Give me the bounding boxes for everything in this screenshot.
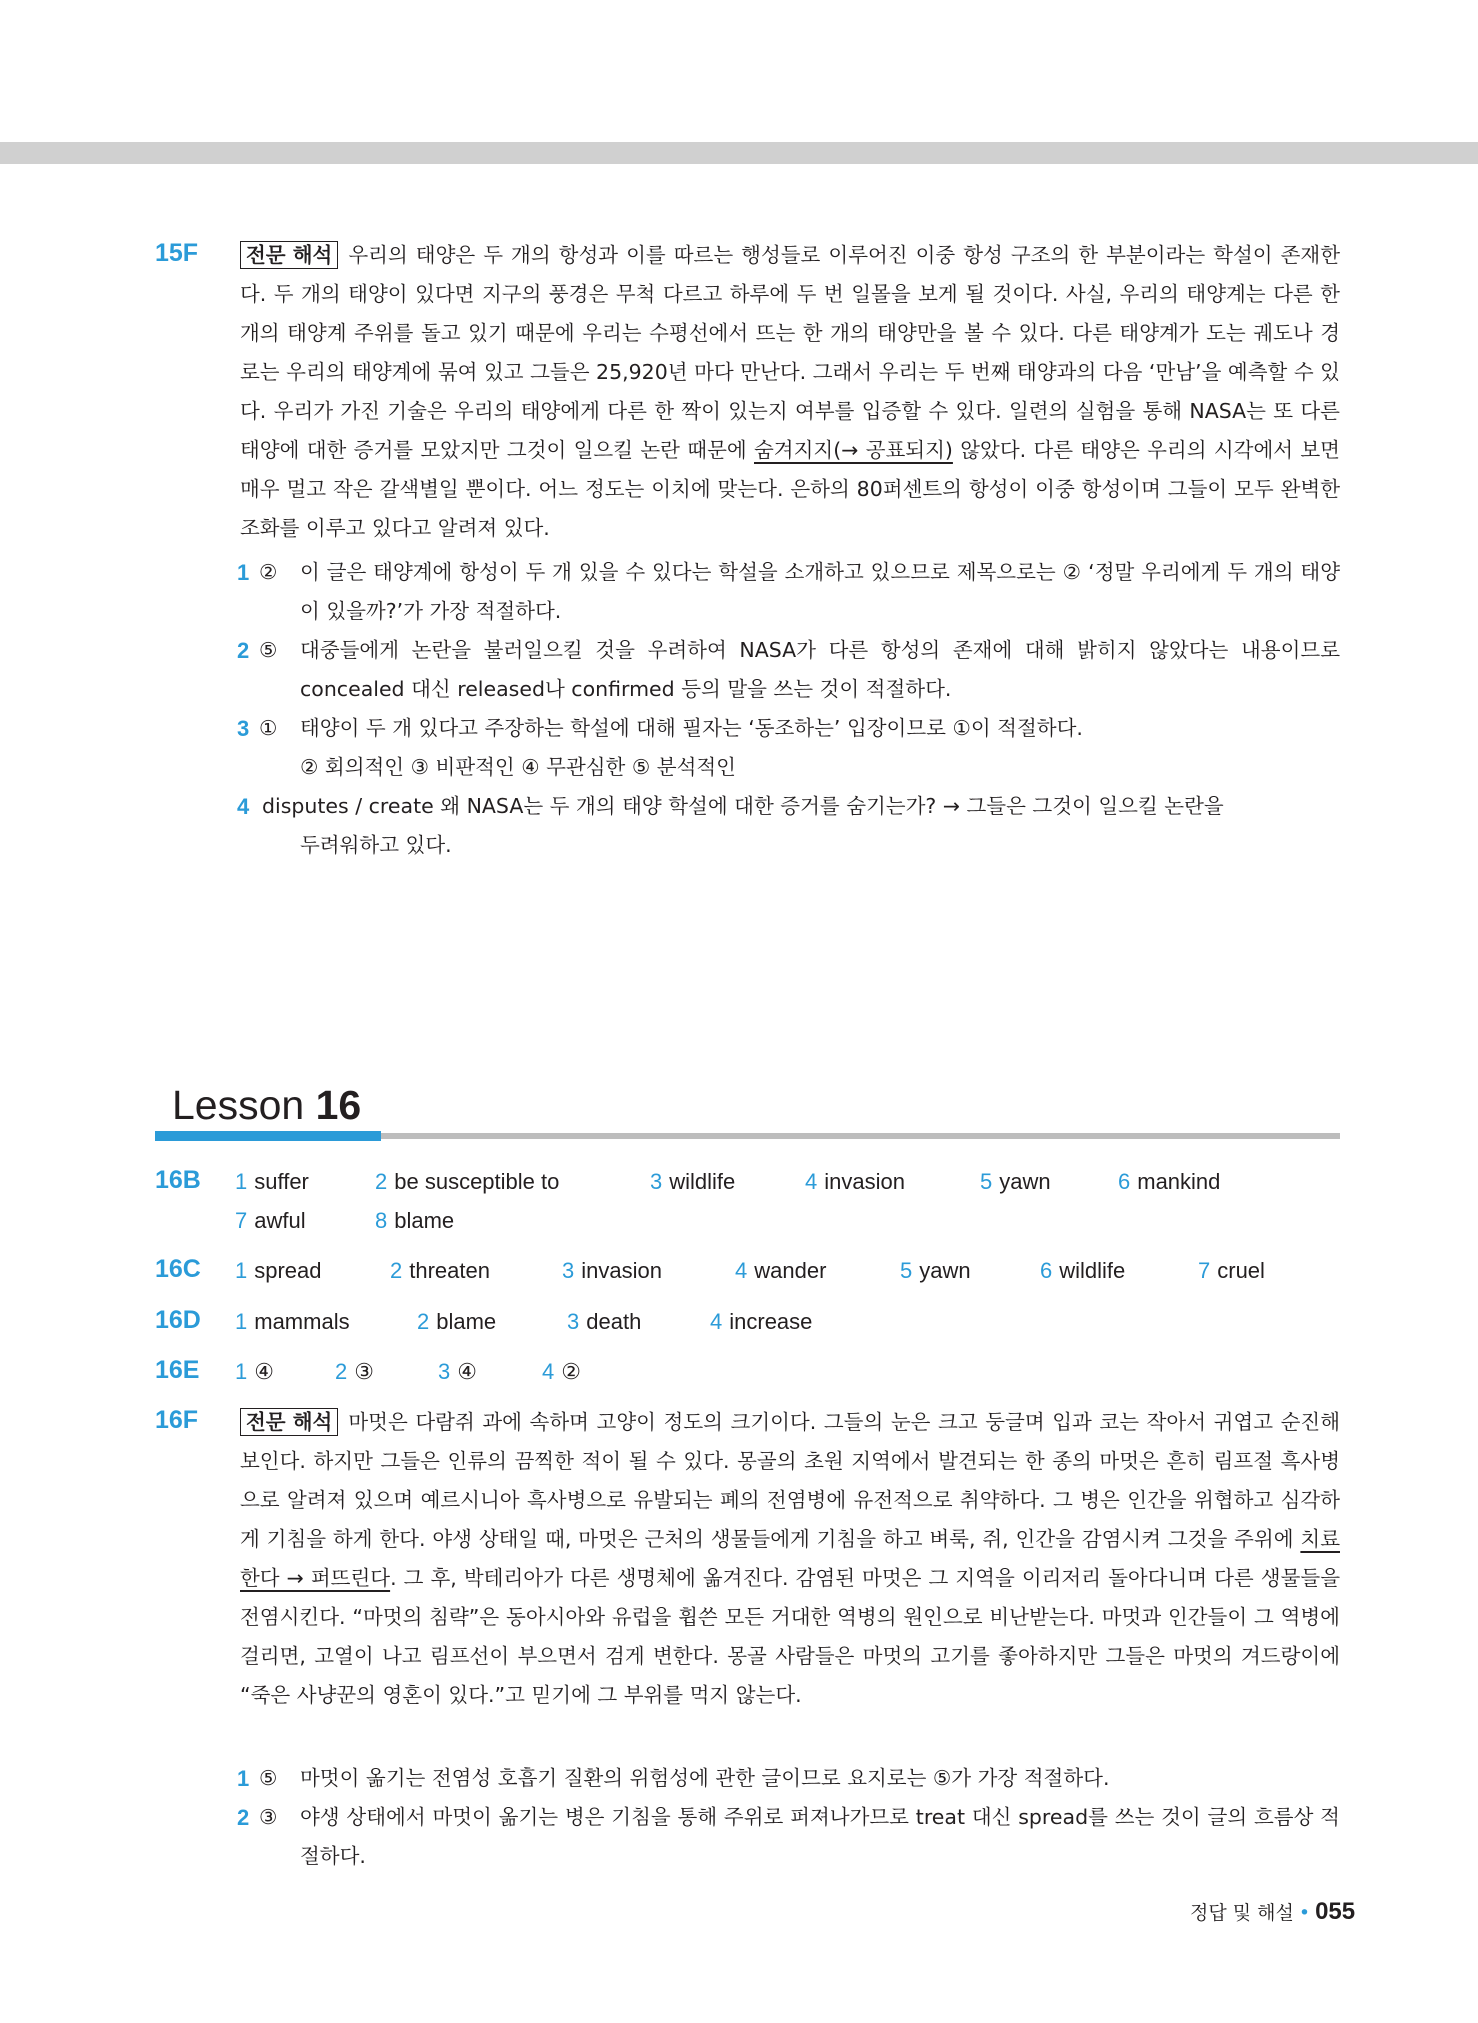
- translation-text-1: 우리의 태양은 두 개의 항성과 이를 따르는 행성들로 이루어진 이중 항성 구조의 한 부분이라는 학설이 존재한다. 두 개의 태양이 있다면 지구의 풍경은 무척 다르고 하루에 두 번 일몰을 보게 될 것이다. 사실, 우리의 태양계는 다른 한 개의 태양계 주위를 돌고 있기 때문에 우리는 수평선에서 뜨는 한 개의 태양만을 볼 수 있다. 다른 태양계가 도는 궤도나 경로는 우리의 태양계에 묶여 있고 그들은 25,920년 마다 만난다. 그래서 우리는 두 번째 태양과의 다음 ‘만남’을 예측할 수 있다. 우리가 가진 기술은 우리의 태양에게 다른 한 짝이 있는지 여부를 입증할 수 있다. 일련의 실험을 통해 NASA는 또 다른 태양에 대한 증거를 모았지만 그것이 일으킬 논란 때문에: [240, 243, 1340, 462]
- answer-explanation: 이 글은 태양계에 항성이 두 개 있을 수 있다는 학설을 소개하고 있으므로 제목으로는 ② ‘정말 우리에게 두 개의 태양이 있을까?’가 가장 적절하다.: [300, 560, 1340, 623]
- translation-label: 전문 해석: [240, 1408, 338, 1436]
- answer-item-3: [237, 709, 1340, 787]
- vocab-item: 1 suffer: [235, 1169, 309, 1194]
- answer-explanation: 마멋이 옮기는 전염성 호흡기 질환의 위험성에 관한 글이므로 요지로는 ⑤가 가장 적절하다.: [300, 1766, 1110, 1790]
- section-tag: 15F: [155, 239, 199, 267]
- translation-underlined: 숨겨지지(→ 공표되지): [754, 438, 953, 462]
- translation-text-1: 마멋은 다람쥐 과에 속하며 고양이 정도의 크기이다. 그들의 눈은 크고 둥글며 입과 코는 작아서 귀엽고 순진해 보인다. 하지만 그들은 인류의 끔찍한 적이 될 수 있다. 몽골의 초원 지역에서 발견되는 한 종의 마멋은 흔히 림프절 흑사병으로 알려져 있으며 예르시니아 흑사병으로 유발되는 폐의 전염병에 유전적으로 취약하다. 그 병은 인간을 위협하고 심각하게 기침을 하게 한다. 야생 상태일 때, 마멋은 근처의 생물들에게 기침을 하고 벼룩, 쥐, 인간을 감염시켜 그것을 주위에: [240, 1410, 1340, 1551]
- vocab-item: 3 ④: [438, 1359, 477, 1384]
- section-16c: [155, 1251, 1340, 1290]
- lesson-word: Lesson: [172, 1082, 305, 1128]
- answer-choice: ②: [259, 560, 278, 584]
- answer-item-1: [237, 1759, 1340, 1798]
- answer-item-2: [237, 1798, 1340, 1876]
- section-tag: 16B: [155, 1166, 201, 1194]
- vocab-item: 6 mankind: [1118, 1169, 1221, 1194]
- vocab-item: 3 invasion: [562, 1258, 662, 1283]
- answer-explanation-cont: 두려워하고 있다.: [300, 833, 452, 857]
- section-tag: 16E: [155, 1356, 200, 1384]
- answer-choice-translations: ② 회의적인 ③ 비판적인 ④ 무관심한 ⑤ 분석적인: [300, 755, 736, 779]
- vocab-item: 8 blame: [375, 1208, 455, 1233]
- section-16d: [155, 1302, 1340, 1341]
- translation-label: 전문 해석: [240, 241, 338, 269]
- answer-item-4: [237, 787, 1340, 865]
- vocab-item: 2 blame: [417, 1309, 497, 1334]
- answer-number: 1: [237, 560, 250, 585]
- vocab-item: 3 death: [567, 1309, 642, 1334]
- vocab-item: 6 wildlife: [1040, 1258, 1126, 1283]
- answer-number: 2: [237, 1805, 250, 1830]
- vocab-item: 4 ②: [542, 1359, 581, 1384]
- answer-number: 4: [237, 794, 250, 819]
- footer-label: 정답 및 해설: [1190, 1902, 1294, 1924]
- vocab-item: 7 awful: [235, 1208, 306, 1233]
- vocab-item: 3 wildlife: [650, 1169, 736, 1194]
- section-16b-row2: [155, 1201, 1340, 1240]
- answer-choice: ⑤: [259, 638, 278, 662]
- section-tag: 16F: [155, 1406, 199, 1434]
- answer-choice: ③: [259, 1805, 278, 1829]
- lesson-divider-accent: [155, 1131, 381, 1141]
- answer-explanation: 대중들에게 논란을 불러일으킬 것을 우려하여 NASA가 다른 항성의 존재에 대해 밝히지 않았다는 내용이므로 concealed 대신 released나 confirmed 등의 말을 쓰는 것이 적절하다.: [300, 638, 1340, 701]
- answer-explanation: 태양이 두 개 있다고 주장하는 학설에 대해 필자는 ‘동조하는’ 입장이므로 ①이 적절하다.: [300, 716, 1083, 740]
- vocab-item: 4 wander: [735, 1258, 827, 1283]
- answer-explanation: disputes / create 왜 NASA는 두 개의 태양 학설에 대한 증거를 숨기는가? → 그들은 그것이 일으킬 논란을: [262, 794, 1224, 818]
- vocab-item: 2 threaten: [390, 1258, 490, 1283]
- section-16e: [155, 1352, 1340, 1391]
- page-footer: [1190, 1898, 1355, 1926]
- translation-paragraph: [240, 1403, 1340, 1715]
- translation-paragraph: [240, 236, 1340, 548]
- translation-underlined: 치료한다 → 퍼뜨린다: [240, 1527, 1340, 1590]
- vocab-item: 4 increase: [710, 1309, 813, 1334]
- answer-item-2: [237, 631, 1340, 709]
- top-header-bar: [0, 142, 1478, 164]
- answer-choice: ①: [259, 716, 278, 740]
- vocab-item: 2 be susceptible to: [375, 1169, 560, 1194]
- vocab-item: 2 ③: [335, 1359, 374, 1384]
- section-tag: 16D: [155, 1306, 201, 1334]
- translation-text-2: 않았다. 다른 태양은 우리의 시각에서 보면 매우 멀고 작은 갈색별일 뿐이다. 어느 정도는 이치에 맞는다. 은하의 80퍼센트의 항성이 이중 항성이며 그들이 모두 완벽한 조화를 이루고 있다고 알려져 있다.: [240, 438, 1340, 540]
- answer-number: 2: [237, 638, 250, 663]
- answer-number: 1: [237, 1766, 250, 1791]
- vocab-item: 1 spread: [235, 1258, 322, 1283]
- vocab-item: 5 yawn: [980, 1169, 1051, 1194]
- answer-number: 3: [237, 716, 250, 741]
- vocab-item: 1 ④: [235, 1359, 274, 1384]
- vocab-item: 4 invasion: [805, 1169, 905, 1194]
- vocab-item: 5 yawn: [900, 1258, 971, 1283]
- vocab-item: 1 mammals: [235, 1309, 350, 1334]
- vocab-item: 7 cruel: [1198, 1258, 1265, 1283]
- answer-choice: ⑤: [259, 1766, 278, 1790]
- section-16b: [155, 1162, 1340, 1201]
- page-number: 055: [1315, 1898, 1356, 1925]
- answer-item-1: [237, 553, 1340, 631]
- section-tag: 16C: [155, 1255, 201, 1283]
- translation-text-2: . 그 후, 박테리아가 다른 생명체에 옮겨진다. 감염된 마멋은 그 지역을 이리저리 돌아다니며 다른 생물들을 전염시킨다. “마멋의 침략”은 동아시아와 유럽을 휩쓴 모든 거대한 역병의 원인으로 비난받는다. 마멋과 인간들이 그 역병에 걸리면, 고열이 나고 림프선이 부으면서 검게 변한다. 몽골 사람들은 마멋의 고기를 좋아하지만 그들은 마멋의 겨드랑이에 “죽은 사냥꾼의 영혼이 있다.”고 믿기에 그 부위를 먹지 않는다.: [240, 1566, 1340, 1707]
- bullet-icon: •: [1298, 1902, 1311, 1924]
- answer-explanation: 야생 상태에서 마멋이 옮기는 병은 기침을 통해 주위로 퍼져나가므로 treat 대신 spread를 쓰는 것이 글의 흐름상 적절하다.: [300, 1805, 1340, 1868]
- lesson-number: 16: [315, 1082, 362, 1128]
- lesson-title: [172, 1082, 361, 1129]
